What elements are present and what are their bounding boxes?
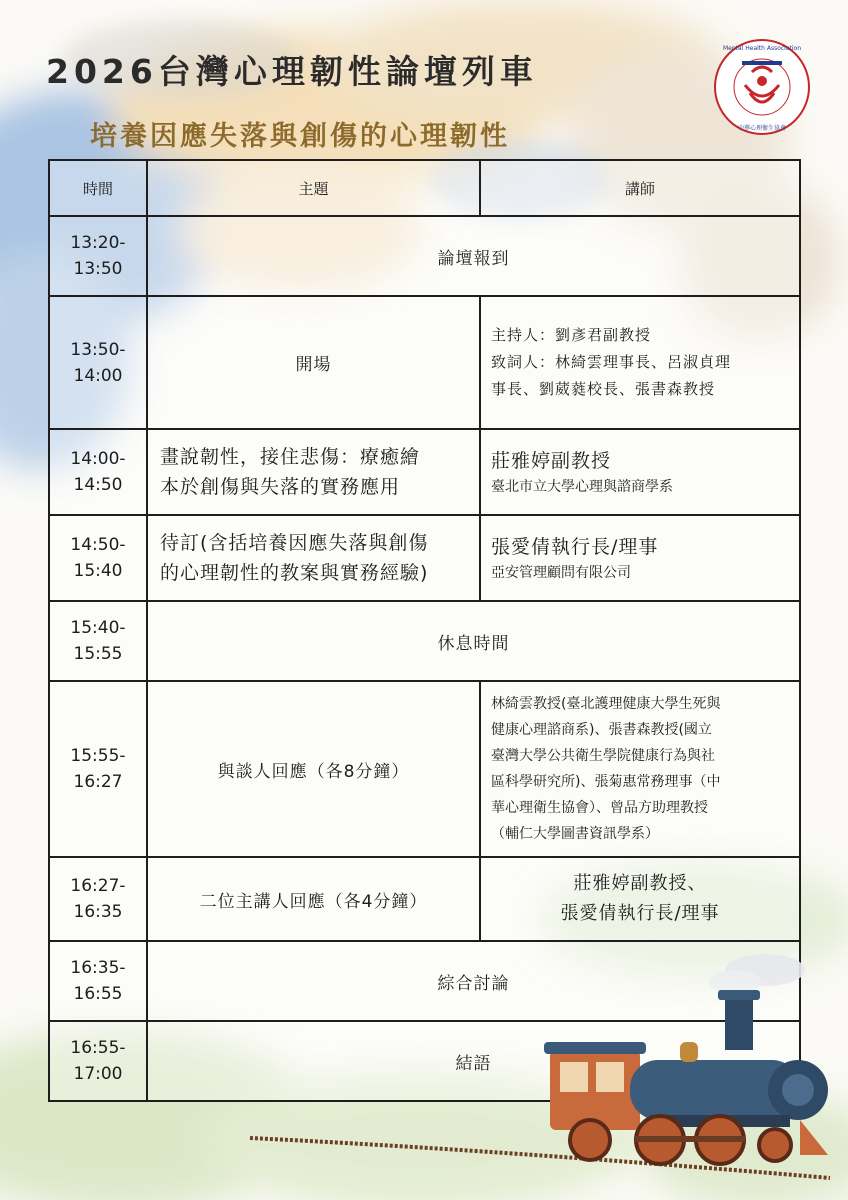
speaker-cell: 主持人：劉彥君副教授 致詞人：林綺雲理事長、呂淑貞理 事長、劉葳蕤校長、張書森教授 bbox=[480, 296, 800, 429]
topic-cell: 開場 bbox=[147, 296, 480, 429]
table-row bbox=[49, 515, 800, 601]
speaker-cell: 張愛倩執行長/理事 亞安管理顧問有限公司 bbox=[480, 515, 800, 601]
time-cell: 16:35- 16:55 bbox=[49, 941, 147, 1021]
speaker-cell: 莊雅婷副教授、 張愛倩執行長/理事 bbox=[480, 857, 800, 941]
time-cell: 15:40- 15:55 bbox=[49, 601, 147, 681]
table-row bbox=[49, 429, 800, 515]
svg-text:中華心理衛生協會: 中華心理衛生協會 bbox=[737, 125, 787, 132]
train-illustration bbox=[530, 950, 830, 1180]
topic-cell: 二位主講人回應（各4分鐘） bbox=[147, 857, 480, 941]
topic-cell: 待訂(含括培養因應失落與創傷 的心理韌性的教案與實務經驗) bbox=[147, 515, 480, 601]
time-cell: 15:55- 16:27 bbox=[49, 681, 147, 857]
time-cell: 13:20- 13:50 bbox=[49, 216, 147, 296]
table-row bbox=[49, 216, 800, 296]
header-speaker: 講師 bbox=[480, 160, 800, 216]
topic-cell: 畫說韌性，接住悲傷：療癒繪 本於創傷與失落的實務應用 bbox=[147, 429, 480, 515]
speaker-cell: 林綺雲教授(臺北護理健康大學生死與 健康心理諮商系)、張書森教授(國立 臺灣大學公共衛生學院健康行為與社 區科學研究所)、張菊惠常務理事（中 華心理衛生協會）、曾品方助理教授 （輔仁大學圖書資訊學系） bbox=[480, 681, 800, 857]
page-title: 2026台灣心理韌性論壇列車 bbox=[46, 52, 538, 91]
table-header-row bbox=[49, 160, 800, 216]
speaker-cell: 莊雅婷副教授 臺北市立大學心理與諮商學系 bbox=[480, 429, 800, 515]
association-logo bbox=[712, 37, 812, 137]
table-row bbox=[49, 857, 800, 941]
page-subtitle: 培養因應失落與創傷的心理韌性 bbox=[90, 121, 510, 152]
table-row bbox=[49, 681, 800, 857]
time-cell: 14:00- 14:50 bbox=[49, 429, 147, 515]
session-cell: 論壇報到 bbox=[147, 216, 800, 296]
svg-text:Mental Health Association: Mental Health Association bbox=[722, 45, 802, 52]
table-row bbox=[49, 601, 800, 681]
session-cell: 休息時間 bbox=[147, 601, 800, 681]
table-row bbox=[49, 296, 800, 429]
time-cell: 16:55- 17:00 bbox=[49, 1021, 147, 1101]
time-cell: 16:27- 16:35 bbox=[49, 857, 147, 941]
session-cell: 綜合討論 bbox=[147, 941, 800, 1021]
session-cell: 結語 bbox=[147, 1021, 800, 1101]
header-time: 時間 bbox=[49, 160, 147, 216]
time-cell: 14:50- 15:40 bbox=[49, 515, 147, 601]
time-cell: 13:50- 14:00 bbox=[49, 296, 147, 429]
topic-cell: 與談人回應（各8分鐘） bbox=[147, 681, 480, 857]
header-topic: 主題 bbox=[147, 160, 480, 216]
